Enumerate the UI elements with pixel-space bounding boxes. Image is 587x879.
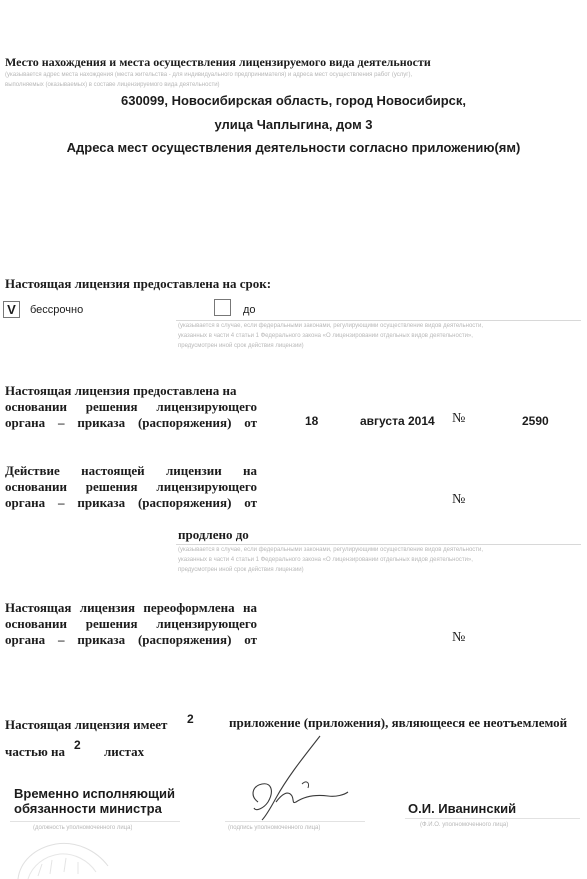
appendices-prefix: Настоящая лицензия имеет	[5, 717, 168, 732]
checkbox-indefinite[interactable]: V	[3, 301, 20, 318]
reissue-line-2: основании решения лицензирующего	[5, 616, 257, 631]
extension-hint-2: указанных в части 4 статьи 1 Федерального закона «О лицензировании отдельных видов деятельности»,	[178, 557, 473, 563]
term-heading: Настоящая лицензия предоставлена на срок:	[5, 276, 272, 291]
appendices-suffix: приложение (приложения), являющееся ее неотъемлемой	[229, 715, 568, 730]
checkbox-until[interactable]	[214, 299, 231, 316]
location-hint-2: выполняемых (оказываемых) в составе лицензируемого вида деятельности)	[5, 82, 220, 88]
signature-line	[225, 821, 365, 822]
term-indefinite-label: бессрочно	[30, 304, 84, 316]
basis-number-sign: №	[452, 411, 466, 426]
extension-hint-3: предусмотрен иной срок действия лицензии)	[178, 567, 304, 573]
basis-day: 18	[305, 414, 319, 428]
extension-number-sign: №	[452, 492, 466, 507]
address-line-1: 630099, Новосибирская область, город Новосибирск,	[120, 93, 467, 108]
name-line	[405, 818, 580, 819]
appendix-address-note: Адреса мест осуществления деятельности согласно приложению(ям)	[66, 140, 521, 155]
name-hint: (Ф.И.О. уполномоченного лица)	[420, 822, 509, 828]
reissue-line-1: Настоящая лицензия переоформлена на	[5, 600, 257, 615]
appendices-part-prefix: частью на	[5, 744, 66, 759]
basis-line-1: Настоящая лицензия предоставлена на	[5, 383, 237, 398]
basis-number: 2590	[522, 414, 549, 428]
extension-line-2: основании решения лицензирующего	[5, 479, 257, 494]
location-hint-1: (указывается адрес места нахождения (места жительства - для индивидуального предпринимателя) и адреса мест осуществления работ (услуг),	[5, 72, 413, 78]
term-hint-2: указанных в части 4 статьи 1 Федерального закона «О лицензировании отдельных видов деятельности»,	[178, 333, 473, 339]
appendices-sheets-label: листах	[104, 744, 145, 759]
basis-month-year: августа 2014	[360, 414, 435, 428]
stamp-impression	[12, 836, 112, 879]
extended-until-label: продлено до	[178, 527, 249, 542]
position-hint: (должность уполномоченного лица)	[33, 825, 133, 831]
appendices-sheets: 2	[74, 738, 81, 752]
term-until-label: до	[243, 304, 256, 316]
handwritten-signature	[236, 732, 356, 824]
basis-line-3: органа – приказа (распоряжения) от	[5, 415, 257, 430]
reissue-line-3: органа – приказа (распоряжения) от	[5, 632, 257, 647]
address-line-2: улица Чаплыгина, дом 3	[214, 117, 373, 132]
signature-hint: (подпись уполномоченного лица)	[228, 825, 321, 831]
position-line-1: Временно исполняющий	[14, 786, 175, 801]
term-hint-1: (указывается в случае, если федеральными законами, регулирующими осуществление видов деятельности,	[178, 323, 484, 329]
location-heading: Место нахождения и места осуществления лицензируемого вида деятельности	[5, 55, 431, 69]
position-line	[10, 821, 180, 822]
position-line-2: обязанности министра	[14, 801, 162, 816]
signatory-name: О.И. Иванинский	[408, 801, 517, 816]
reissue-number-sign: №	[452, 630, 466, 645]
extension-line-1: Действие настоящей лицензии на	[5, 463, 257, 478]
basis-line-2: основании решения лицензирующего	[5, 399, 257, 414]
appendices-count: 2	[187, 712, 194, 726]
term-hint-3: предусмотрен иной срок действия лицензии)	[178, 343, 304, 349]
extension-line-3: органа – приказа (распоряжения) от	[5, 495, 257, 510]
extension-hint-1: (указывается в случае, если федеральными законами, регулирующими осуществление видов деятельности,	[178, 547, 484, 553]
